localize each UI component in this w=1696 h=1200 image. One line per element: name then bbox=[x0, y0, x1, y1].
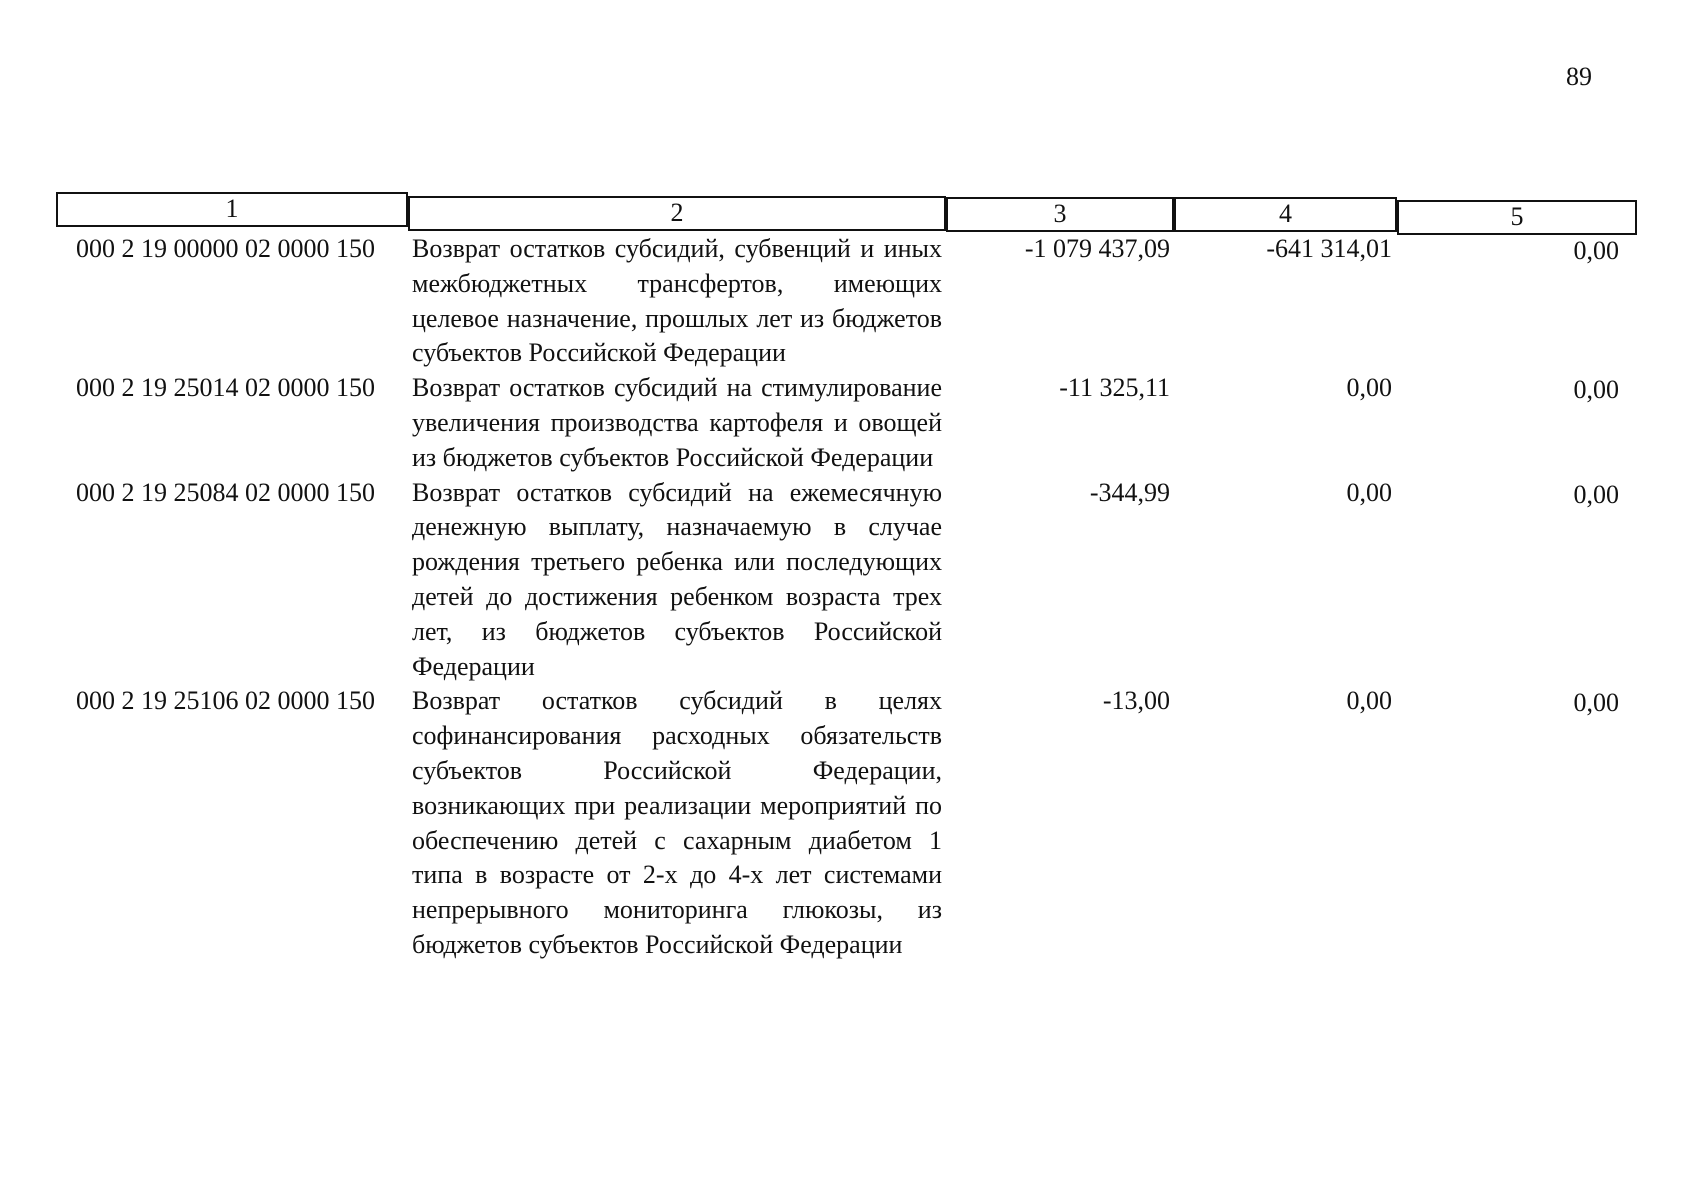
table-row bbox=[0, 371, 1696, 475]
value-col-5: 0,00 bbox=[1573, 236, 1619, 265]
header-cell-3: 3 bbox=[946, 197, 1174, 232]
value-col-4: 0,00 bbox=[1346, 477, 1392, 507]
row-description: Возврат остатков субсидий на стимулирование увеличения производства картофеля и овощей из бюджетов субъектов Российской Федерации bbox=[412, 373, 942, 472]
value-col-5: 0,00 bbox=[1573, 688, 1619, 718]
budget-code: 000 2 19 25106 02 0000 150 bbox=[76, 686, 375, 716]
budget-code: 000 2 19 25084 02 0000 150 bbox=[76, 477, 375, 507]
value-col-3: -1 079 437,09 bbox=[1024, 234, 1170, 263]
header-cell-2: 2 bbox=[408, 196, 946, 231]
page-number: 89 bbox=[1566, 62, 1592, 91]
header-cell-4: 4 bbox=[1174, 197, 1397, 232]
row-description: Возврат остатков субсидий в целях софинансирования расходных обязательств субъектов Российской Федерации, возникающих при реализации мероприятий по обеспечению детей с сахарным диабетом 1 типа в возрасте от 2-х до 4-х лет системами непрерывного мониторинга глюкозы, из бюджетов субъектов Российской Федерации bbox=[412, 686, 942, 959]
header-cell-1: 1 bbox=[56, 192, 408, 227]
table-row bbox=[0, 684, 1696, 962]
table-row bbox=[0, 476, 1696, 685]
value-col-4: -641 314,01 bbox=[1266, 234, 1392, 263]
value-col-3: -344,99 bbox=[1089, 477, 1170, 507]
table-row bbox=[0, 232, 1696, 371]
budget-code: 000 2 19 00000 02 0000 150 bbox=[76, 234, 375, 263]
budget-code: 000 2 19 25014 02 0000 150 bbox=[76, 373, 375, 403]
header-cell-5: 5 bbox=[1397, 200, 1637, 235]
value-col-5: 0,00 bbox=[1573, 375, 1619, 405]
value-col-4: 0,00 bbox=[1346, 686, 1392, 716]
value-col-4: 0,00 bbox=[1346, 373, 1392, 403]
table-body bbox=[0, 232, 1696, 963]
value-col-3: -11 325,11 bbox=[1059, 373, 1170, 403]
value-col-3: -13,00 bbox=[1102, 686, 1170, 716]
value-col-5: 0,00 bbox=[1573, 479, 1619, 509]
row-description: Возврат остатков субсидий на ежемесячную денежную выплату, назначаемую в случае рождения третьего ребенка или последующих детей до достижения ребенком возраста трех лет, из бюджетов субъектов Российской Федерации bbox=[412, 477, 942, 681]
row-description: Возврат остатков субсидий, субвенций и иных межбюджетных трансфертов, имеющих целевое назначение, прошлых лет из бюджетов субъектов Российской Федерации bbox=[412, 234, 942, 368]
table-header bbox=[0, 192, 1696, 231]
